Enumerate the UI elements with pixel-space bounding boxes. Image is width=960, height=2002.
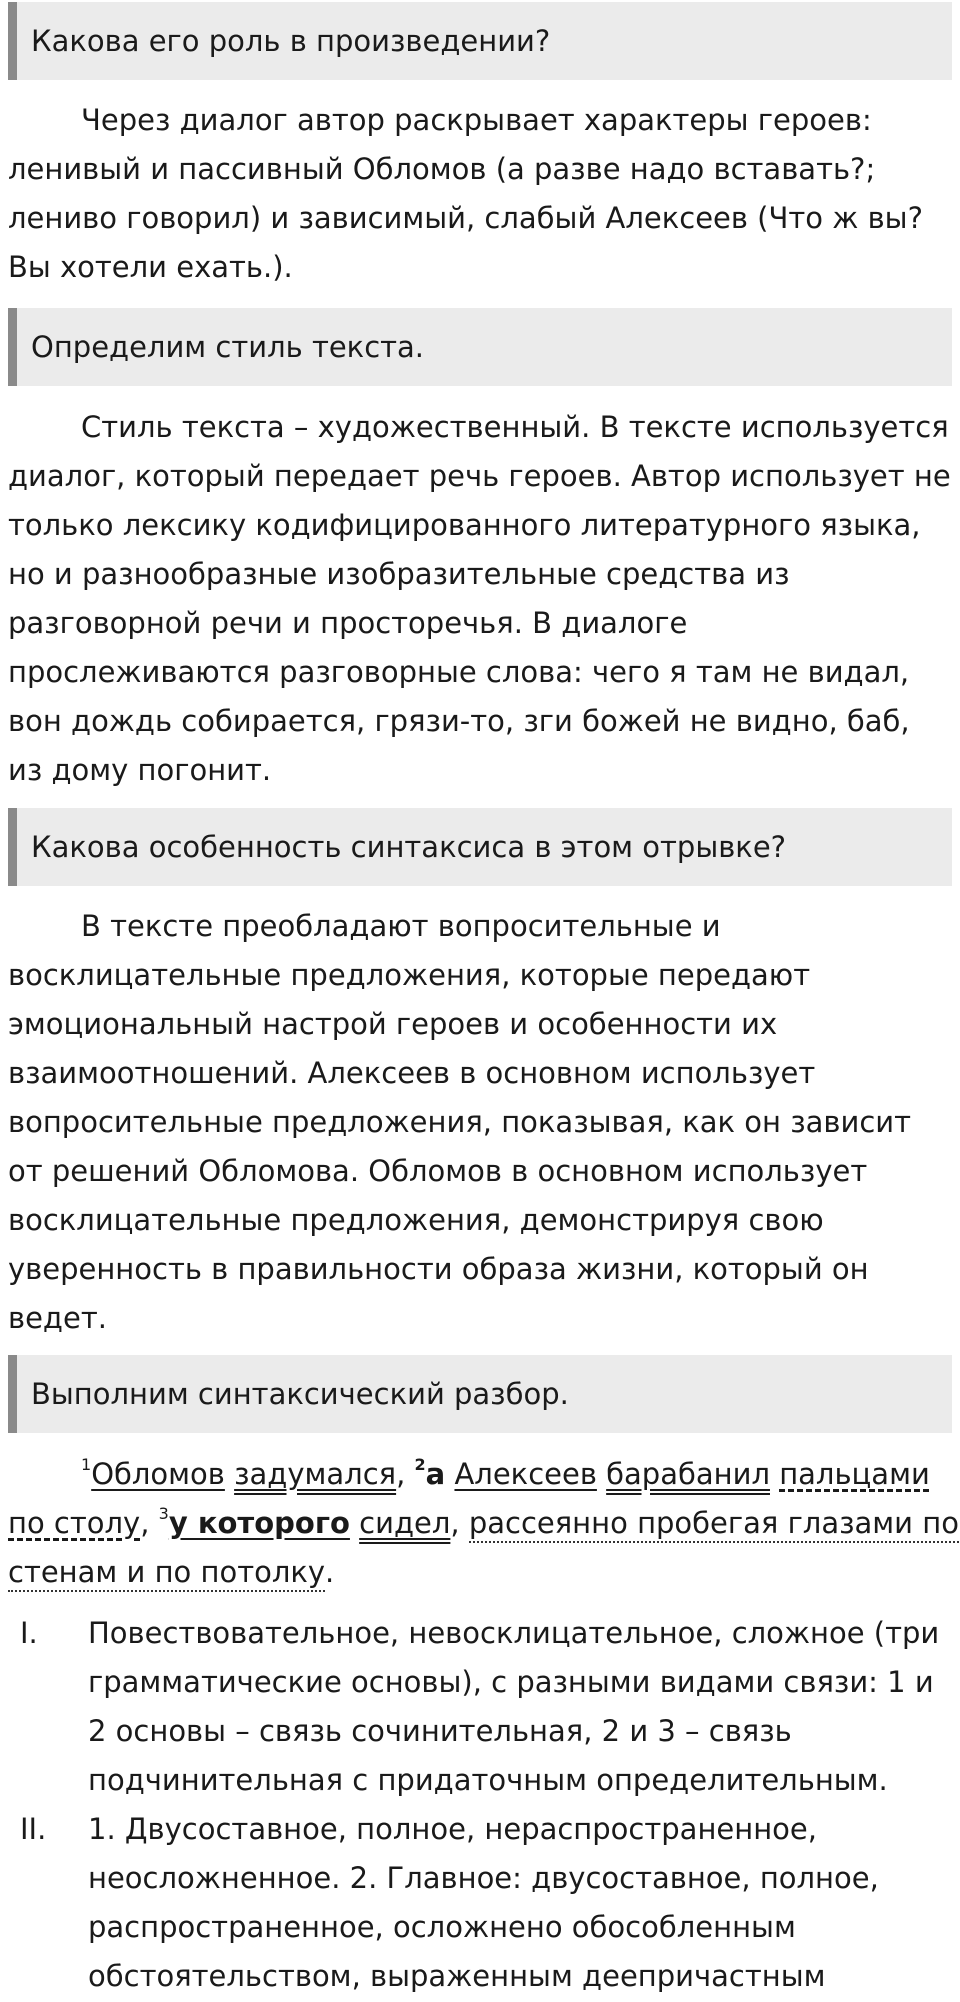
text-line: лениво говорил) и зависимый, слабый Алексеев (Что ж вы? xyxy=(8,201,923,235)
text-line: эмоциональный настрой героев и особенности их xyxy=(8,1007,778,1041)
text-line: ведет. xyxy=(8,1301,107,1335)
punctuation: . xyxy=(325,1555,335,1589)
list-item xyxy=(8,1805,952,2001)
list-number: I. xyxy=(20,1616,38,1650)
text-line: уверенность в правильности образа жизни, который он xyxy=(8,1252,869,1286)
text-line: В тексте преобладают вопросительные и xyxy=(81,909,721,943)
answer-paragraph xyxy=(8,902,952,1343)
predicate: сидел xyxy=(359,1506,451,1540)
text-line: от решений Обломова. Обломов в основном использует xyxy=(8,1154,868,1188)
text-line: 2 основы – связь сочинительная, 2 и 3 – связь xyxy=(88,1714,792,1748)
text-line: Вы хотели ехать.). xyxy=(8,250,293,284)
punctuation: , xyxy=(140,1506,150,1540)
text-line: вопросительные предложения, показывая, как он зависит xyxy=(8,1105,912,1139)
adverbial-phrase: рассеянно пробегая глазами по xyxy=(469,1506,959,1543)
list-number: II. xyxy=(20,1812,47,1846)
text-line: ленивый и пассивный Обломов (а разве надо вставать?; xyxy=(8,152,876,186)
text-line: из дому погонит. xyxy=(8,753,272,787)
predicate: барабанил xyxy=(606,1457,770,1491)
text-line: прослеживаются разговорные слова: чего я там не видал, xyxy=(8,655,910,689)
object: по столу xyxy=(8,1506,141,1540)
question-text: Какова особенность синтаксиса в этом отрывке? xyxy=(31,830,787,864)
text-line: 1. Двусоставное, полное, нераспространенное, xyxy=(88,1812,817,1846)
text-line xyxy=(8,1499,959,1548)
text-line: взаимоотношений. Алексеев в основном использует xyxy=(8,1056,816,1090)
clause-number: 2 xyxy=(414,1455,426,1474)
list-item xyxy=(8,1609,952,1805)
answer-paragraph xyxy=(8,96,952,292)
list-item-text xyxy=(88,1609,939,1805)
text-line: только лексику кодифицированного литературного языка, xyxy=(8,508,921,542)
text-line: распространенное, осложнено обособленным xyxy=(88,1910,796,1944)
text-line xyxy=(8,1450,952,1499)
text-line xyxy=(8,1548,952,1597)
text-line: диалог, который передает речь героев. Автор использует не xyxy=(8,459,951,493)
clause-number: 3 xyxy=(158,1504,169,1523)
text-line: но и разнообразные изобразительные средства из xyxy=(8,557,790,591)
text-line: восклицательные предложения, демонстрируя свою xyxy=(8,1203,824,1237)
text-line: восклицательные предложения, которые передают xyxy=(8,958,811,992)
text-line: разговорной речи и просторечья. В диалоге xyxy=(8,606,688,640)
question-text: Выполним синтаксический разбор. xyxy=(31,1377,569,1411)
adverbial-phrase: стенам и по потолку xyxy=(8,1555,325,1592)
text-line: вон дождь собирается, грязи-то, зги божей не видно, баб, xyxy=(8,704,910,738)
text-line: неосложненное. 2. Главное: двусоставное, полное, xyxy=(88,1861,879,1895)
text-line: грамматические основы), с разными видами связи: 1 и xyxy=(88,1665,934,1699)
conjunction: а xyxy=(425,1457,446,1491)
question-heading xyxy=(8,1355,952,1433)
text-line: обстоятельством, выраженным деепричастным xyxy=(88,1959,826,1993)
subject: Обломов xyxy=(91,1457,225,1491)
question-heading xyxy=(8,308,952,386)
question-text: Какова его роль в произведении? xyxy=(31,24,551,58)
predicate: задумался xyxy=(234,1457,397,1491)
list-item-text xyxy=(88,1805,879,2001)
question-heading xyxy=(8,808,952,886)
text-line: Повествовательное, невосклицательное, сложное (три xyxy=(88,1616,940,1650)
text-line: Стиль текста – художественный. В тексте используется xyxy=(81,410,949,444)
punctuation: , xyxy=(450,1506,460,1540)
parsed-sentence xyxy=(8,1450,959,1597)
page xyxy=(0,2,959,2001)
punctuation: , xyxy=(396,1457,406,1491)
question-text: Определим стиль текста. xyxy=(31,330,425,364)
answer-paragraph xyxy=(8,403,952,795)
object: пальцами xyxy=(779,1457,930,1491)
clause-number: 1 xyxy=(81,1455,92,1474)
text-line: подчинительная с придаточным определительным. xyxy=(88,1763,888,1797)
relative-word: у которого xyxy=(168,1506,350,1540)
analysis-list xyxy=(8,1609,952,2001)
subject: Алексеев xyxy=(454,1457,597,1491)
text-line: Через диалог автор раскрывает характеры героев: xyxy=(81,103,872,137)
question-heading xyxy=(8,2,952,80)
